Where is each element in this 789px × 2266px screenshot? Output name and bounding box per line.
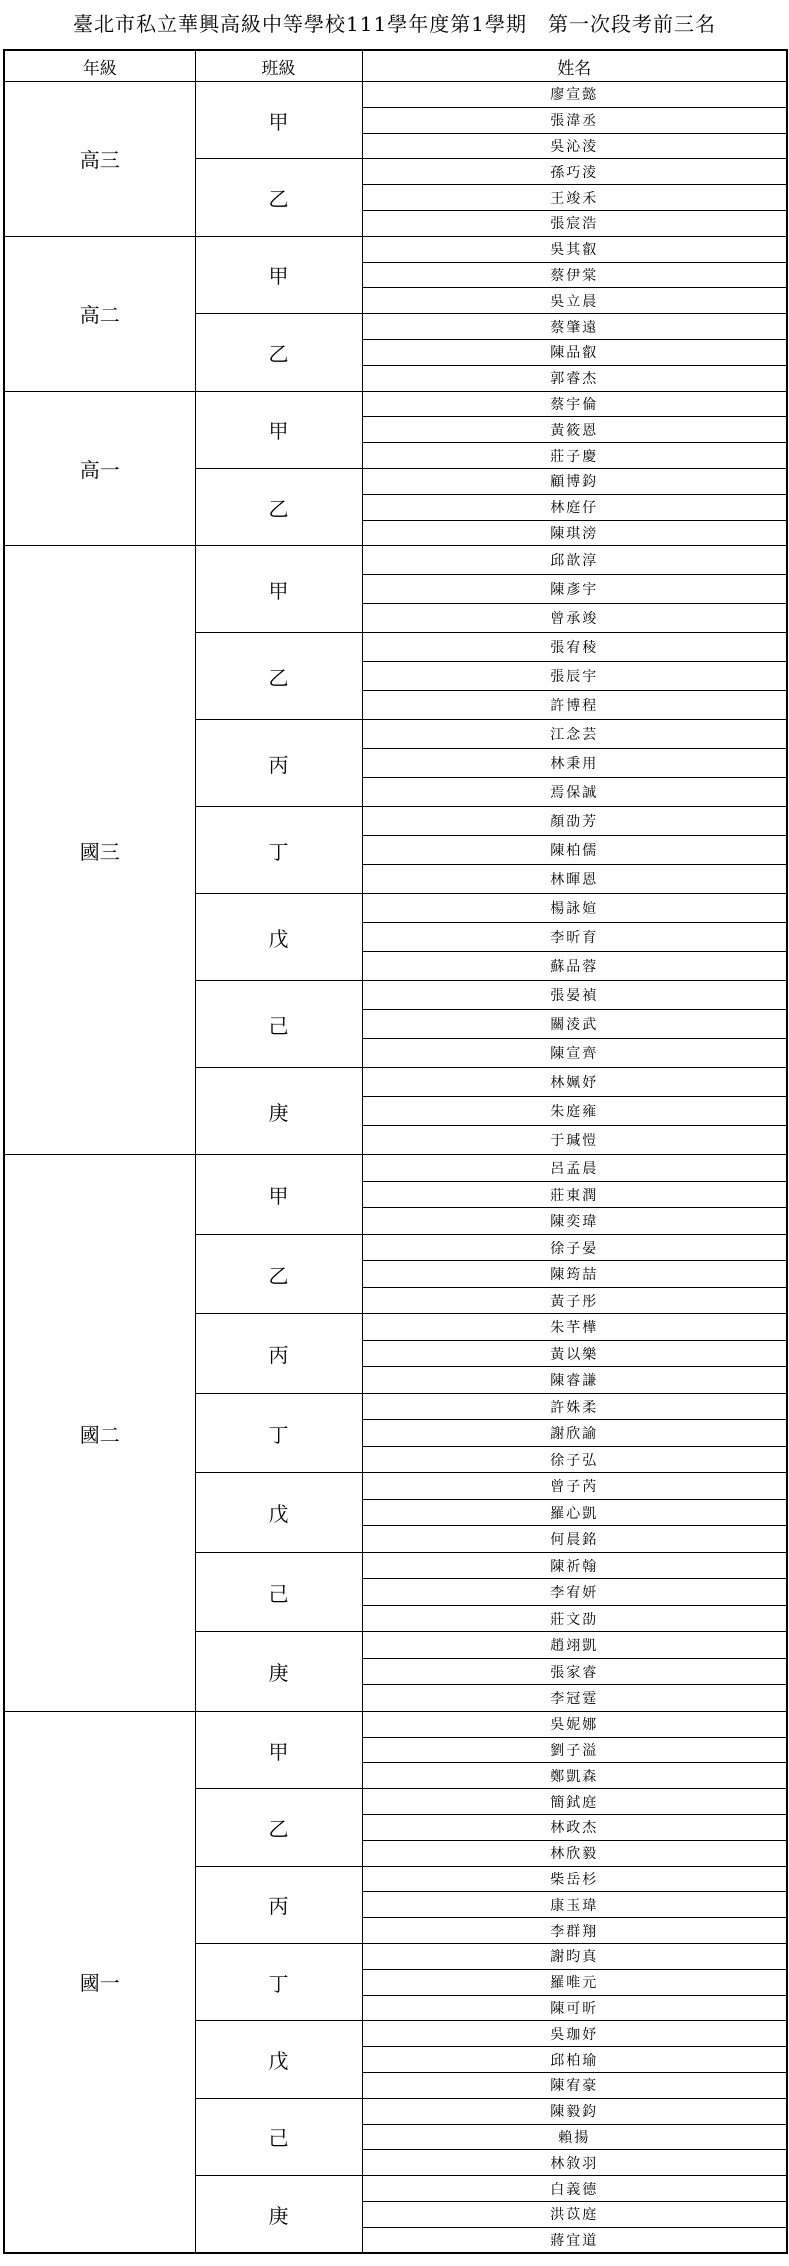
table-row: [4, 1155, 787, 1182]
table-row: [4, 82, 787, 108]
student-name-cell: 李冠霆: [362, 1685, 787, 1712]
student-name-cell: 吳立晨: [362, 288, 787, 314]
ranking-table: [3, 49, 788, 2254]
class-cell: 戊: [195, 894, 362, 981]
class-cell: 丙: [195, 1866, 362, 1943]
student-name-cell: 陳琪滂: [362, 520, 787, 546]
class-cell: 甲: [195, 1155, 362, 1235]
student-name-cell: 羅唯元: [362, 1969, 787, 1995]
name-column-header: 姓名: [362, 50, 787, 82]
class-cell: 乙: [195, 1789, 362, 1866]
student-name-cell: 李昕育: [362, 923, 787, 952]
grade-column-header: 年級: [4, 50, 195, 82]
student-name-cell: 林政杰: [362, 1815, 787, 1841]
student-name-cell: 蘇品蓉: [362, 952, 787, 981]
student-name-cell: 吳珈妤: [362, 2021, 787, 2047]
student-name-cell: 黃以樂: [362, 1340, 787, 1367]
header-row: [4, 50, 787, 82]
student-name-cell: 黃子彤: [362, 1287, 787, 1314]
student-name-cell: 張湋丞: [362, 107, 787, 133]
student-name-cell: 林欣毅: [362, 1840, 787, 1866]
student-name-cell: 賴揚: [362, 2124, 787, 2150]
student-name-cell: 楊詠媗: [362, 894, 787, 923]
table-row: [4, 546, 787, 575]
student-name-cell: 謝欣諭: [362, 1420, 787, 1447]
student-name-cell: 徐子晏: [362, 1234, 787, 1261]
student-name-cell: 蔡宇倫: [362, 391, 787, 417]
student-name-cell: 蔡肇遠: [362, 314, 787, 340]
student-name-cell: 陳彥宇: [362, 575, 787, 604]
student-name-cell: 蔡伊棠: [362, 262, 787, 288]
student-name-cell: 顏劭芳: [362, 807, 787, 836]
class-cell: 己: [195, 1552, 362, 1632]
student-name-cell: 朱庭雍: [362, 1097, 787, 1126]
class-cell: 己: [195, 2098, 362, 2175]
class-cell: 乙: [195, 159, 362, 236]
class-cell: 甲: [195, 391, 362, 468]
student-name-cell: 張家睿: [362, 1658, 787, 1685]
student-name-cell: 許博程: [362, 691, 787, 720]
class-cell: 乙: [195, 1234, 362, 1314]
student-name-cell: 張辰宇: [362, 662, 787, 691]
class-cell: 乙: [195, 468, 362, 545]
student-name-cell: 邱柏瑜: [362, 2047, 787, 2073]
student-name-cell: 吳沁淩: [362, 133, 787, 159]
student-name-cell: 江念芸: [362, 720, 787, 749]
class-cell: 戊: [195, 2021, 362, 2098]
class-cell: 庚: [195, 1068, 362, 1155]
student-name-cell: 關淩武: [362, 1010, 787, 1039]
student-name-cell: 孫巧淩: [362, 159, 787, 185]
student-name-cell: 張宥稜: [362, 633, 787, 662]
table-row: [4, 1711, 787, 1737]
student-name-cell: 鄭凱森: [362, 1763, 787, 1789]
class-cell: 丙: [195, 720, 362, 807]
student-name-cell: 曾承竣: [362, 604, 787, 633]
table-body: [4, 82, 787, 2254]
student-name-cell: 謝昀真: [362, 1944, 787, 1970]
student-name-cell: 李宥妍: [362, 1579, 787, 1606]
class-cell: 甲: [195, 82, 362, 159]
grade-cell: 國二: [4, 1155, 195, 1712]
table-row: [4, 236, 787, 262]
grade-cell: 高三: [4, 82, 195, 237]
student-name-cell: 焉保誠: [362, 778, 787, 807]
student-name-cell: 陳品叡: [362, 339, 787, 365]
class-cell: 庚: [195, 2176, 362, 2253]
class-cell: 丁: [195, 1393, 362, 1473]
student-name-cell: 呂孟晨: [362, 1155, 787, 1182]
student-name-cell: 黃筱恩: [362, 417, 787, 443]
class-cell: 戊: [195, 1473, 362, 1553]
student-name-cell: 莊東潤: [362, 1181, 787, 1208]
class-cell: 丁: [195, 807, 362, 894]
class-column-header: 班級: [195, 50, 362, 82]
grade-cell: 高二: [4, 236, 195, 391]
class-cell: 丙: [195, 1314, 362, 1394]
grade-cell: 高一: [4, 391, 195, 546]
student-name-cell: 陳宥豪: [362, 2073, 787, 2099]
student-name-cell: 于瑊愷: [362, 1126, 787, 1155]
class-cell: 乙: [195, 633, 362, 720]
student-name-cell: 曾子芮: [362, 1473, 787, 1500]
student-name-cell: 柴岳杉: [362, 1866, 787, 1892]
table-row: [4, 391, 787, 417]
student-name-cell: 羅心凱: [362, 1499, 787, 1526]
student-name-cell: 何晨銘: [362, 1526, 787, 1553]
student-name-cell: 林敘羽: [362, 2150, 787, 2176]
student-name-cell: 王竣禾: [362, 185, 787, 211]
page-title: 臺北市私立華興高級中等學校111學年度第1學期 第一次段考前三名: [73, 12, 716, 36]
student-name-cell: 白義德: [362, 2176, 787, 2202]
student-name-cell: 莊文劭: [362, 1605, 787, 1632]
student-name-cell: 陳祈翰: [362, 1552, 787, 1579]
student-name-cell: 趙翊凱: [362, 1632, 787, 1659]
student-name-cell: 林姵妤: [362, 1068, 787, 1097]
class-cell: 丁: [195, 1944, 362, 2021]
student-name-cell: 陳毅鈞: [362, 2098, 787, 2124]
class-cell: 庚: [195, 1632, 362, 1712]
student-name-cell: 李群翔: [362, 1918, 787, 1944]
student-name-cell: 劉子溢: [362, 1737, 787, 1763]
student-name-cell: 顧博鈞: [362, 468, 787, 494]
student-name-cell: 張宸浩: [362, 210, 787, 236]
student-name-cell: 簡鉽庭: [362, 1789, 787, 1815]
student-name-cell: 郭睿杰: [362, 365, 787, 391]
student-name-cell: 莊子慶: [362, 443, 787, 469]
student-name-cell: 林暉恩: [362, 865, 787, 894]
student-name-cell: 廖宣懿: [362, 82, 787, 108]
class-cell: 甲: [195, 546, 362, 633]
student-name-cell: 許姝柔: [362, 1393, 787, 1420]
student-name-cell: 陳筠喆: [362, 1261, 787, 1288]
student-name-cell: 吳妮娜: [362, 1711, 787, 1737]
class-cell: 甲: [195, 236, 362, 313]
grade-cell: 國三: [4, 546, 195, 1155]
student-name-cell: 陳可昕: [362, 1995, 787, 2021]
grade-cell: 國一: [4, 1711, 195, 2253]
student-name-cell: 張晏禎: [362, 981, 787, 1010]
student-name-cell: 邱歆淳: [362, 546, 787, 575]
student-name-cell: 蔣宜道: [362, 2227, 787, 2253]
student-name-cell: 林秉用: [362, 749, 787, 778]
student-name-cell: 吳其叡: [362, 236, 787, 262]
student-name-cell: 徐子弘: [362, 1446, 787, 1473]
class-cell: 甲: [195, 1711, 362, 1788]
class-cell: 己: [195, 981, 362, 1068]
student-name-cell: 洪苡庭: [362, 2201, 787, 2227]
student-name-cell: 陳睿謙: [362, 1367, 787, 1394]
student-name-cell: 康玉瑋: [362, 1892, 787, 1918]
student-name-cell: 朱芊樺: [362, 1314, 787, 1341]
student-name-cell: 陳奕瑋: [362, 1208, 787, 1235]
class-cell: 乙: [195, 314, 362, 391]
student-name-cell: 林庭仔: [362, 494, 787, 520]
student-name-cell: 陳柏儒: [362, 836, 787, 865]
student-name-cell: 陳宣齊: [362, 1039, 787, 1068]
